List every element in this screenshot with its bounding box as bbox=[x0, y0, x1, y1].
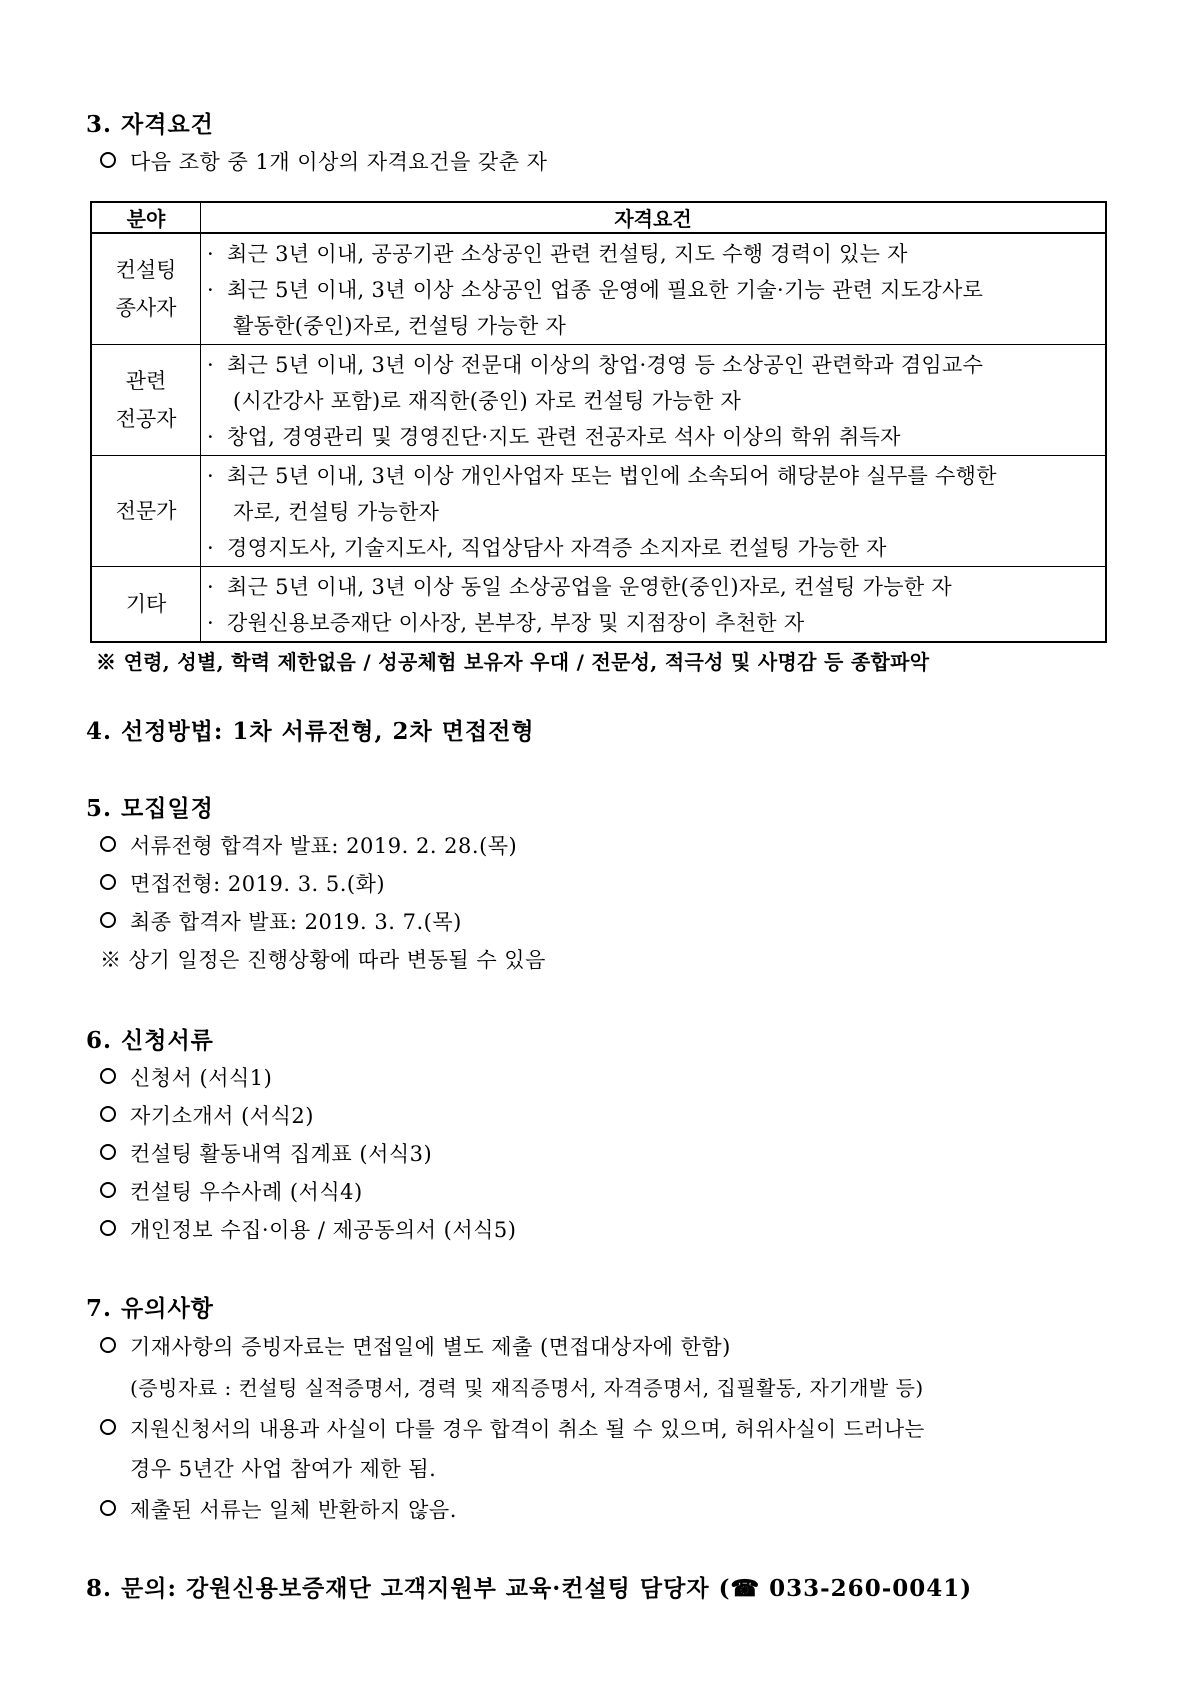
col-header-requirement: 자격요건 bbox=[201, 202, 1107, 233]
list-item: 자기소개서 (서식2) bbox=[100, 1100, 314, 1130]
phone-number: 033-260-0041) bbox=[769, 1575, 973, 1602]
list-item: 기재사항의 증빙자료는 면접일에 별도 제출 (면접대상자에 한함) bbox=[100, 1331, 731, 1361]
section-5-heading: 5. 모집일정 bbox=[86, 795, 214, 822]
circle-bullet-icon bbox=[100, 152, 116, 168]
phone-icon: ☎ bbox=[730, 1575, 761, 1602]
circle-bullet-icon bbox=[100, 1419, 116, 1435]
circle-bullet-icon bbox=[100, 1106, 116, 1122]
list-item: 최종 합격자 발표: 2019. 3. 7.(목) bbox=[100, 906, 462, 936]
section-5-note: ※ 상기 일정은 진행상황에 따라 변동될 수 있음 bbox=[100, 948, 546, 972]
section-7-heading: 7. 유의사항 bbox=[86, 1295, 214, 1322]
list-item: 지원신청서의 내용과 사실이 다를 경우 합격이 취소 될 수 있으며, 허위사실이 드러나는 bbox=[100, 1412, 925, 1442]
section-3-intro: 다음 조항 중 1개 이상의 자격요건을 갖춘 자 bbox=[100, 146, 547, 176]
circle-bullet-icon bbox=[100, 874, 116, 890]
list-item: 서류전형 합격자 발표: 2019. 2. 28.(목) bbox=[100, 830, 517, 860]
field-cell: 기타 bbox=[91, 567, 201, 643]
section-3-heading: 3. 자격요건 bbox=[86, 111, 214, 138]
circle-bullet-icon bbox=[100, 1220, 116, 1236]
circle-bullet-icon bbox=[100, 836, 116, 852]
list-item: 개인정보 수집·이용 / 제공동의서 (서식5) bbox=[100, 1214, 517, 1244]
table-header-row bbox=[91, 202, 1106, 233]
list-item-continuation: 경우 5년간 사업 참여가 제한 됨. bbox=[130, 1457, 437, 1481]
section-8-heading: 8. 문의: 강원신용보증재단 고객지원부 교육·컨설팅 담당자 (☎ 033-260-0041) bbox=[86, 1575, 973, 1602]
section-6-heading: 6. 신청서류 bbox=[86, 1027, 214, 1054]
requirement-cell: · 최근 3년 이내, 공공기관 소상공인 관련 컨설팅, 지도 수행 경력이 있는 자 · 최근 5년 이내, 3년 이상 소상공인 업종 운영에 필요한 기술·기능 관련 지도강사로 활동한(중인)자로, 컨설팅 가능한 자 bbox=[201, 233, 1107, 345]
field-cell: 전문가 bbox=[91, 456, 201, 567]
circle-bullet-icon bbox=[100, 1182, 116, 1198]
circle-bullet-icon bbox=[100, 1068, 116, 1084]
table-row bbox=[91, 345, 1106, 456]
section-4-heading: 4. 선정방법: 1차 서류전형, 2차 면접전형 bbox=[86, 718, 535, 745]
table-row bbox=[91, 233, 1106, 345]
table-row bbox=[91, 456, 1106, 567]
list-item: 제출된 서류는 일체 반환하지 않음. bbox=[100, 1494, 457, 1524]
field-cell: 관련 전공자 bbox=[91, 345, 201, 456]
field-cell: 컨설팅 종사자 bbox=[91, 233, 201, 345]
requirement-cell: · 최근 5년 이내, 3년 이상 전문대 이상의 창업·경영 등 소상공인 관련학과 겸임교수 (시간강사 포함)로 재직한(중인) 자로 컨설팅 가능한 자 · 창업, 경영관리 및 경영진단·지도 관련 전공자로 석사 이상의 학위 취득자 bbox=[201, 345, 1107, 456]
circle-bullet-icon bbox=[100, 1500, 116, 1516]
list-item-continuation: (증빙자료 : 컨설팅 실적증명서, 경력 및 재직증명서, 자격증명서, 집필활동, 자기개발 등) bbox=[130, 1376, 924, 1400]
qualification-table bbox=[90, 201, 1107, 643]
list-item: 면접전형: 2019. 3. 5.(화) bbox=[100, 868, 385, 898]
circle-bullet-icon bbox=[100, 1337, 116, 1353]
circle-bullet-icon bbox=[100, 912, 116, 928]
list-item: 컨설팅 활동내역 집계표 (서식3) bbox=[100, 1138, 432, 1168]
requirement-cell: · 최근 5년 이내, 3년 이상 개인사업자 또는 법인에 소속되어 해당분야 실무를 수행한 자로, 컨설팅 가능한자 · 경영지도사, 기술지도사, 직업상담사 자격증 소지자로 컨설팅 가능한 자 bbox=[201, 456, 1107, 567]
list-item: 컨설팅 우수사례 (서식4) bbox=[100, 1176, 363, 1206]
table-row bbox=[91, 567, 1106, 643]
list-item: 신청서 (서식1) bbox=[100, 1062, 272, 1092]
requirement-cell: · 최근 5년 이내, 3년 이상 동일 소상공업을 운영한(중인)자로, 컨설팅 가능한 자 · 강원신용보증재단 이사장, 본부장, 부장 및 지점장이 추천한 자 bbox=[201, 567, 1107, 643]
circle-bullet-icon bbox=[100, 1144, 116, 1160]
section-3-note: ※ 연령, 성별, 학력 제한없음 / 성공체험 보유자 우대 / 전문성, 적극성 및 사명감 등 종합파악 bbox=[96, 650, 930, 674]
col-header-field: 분야 bbox=[91, 202, 201, 233]
